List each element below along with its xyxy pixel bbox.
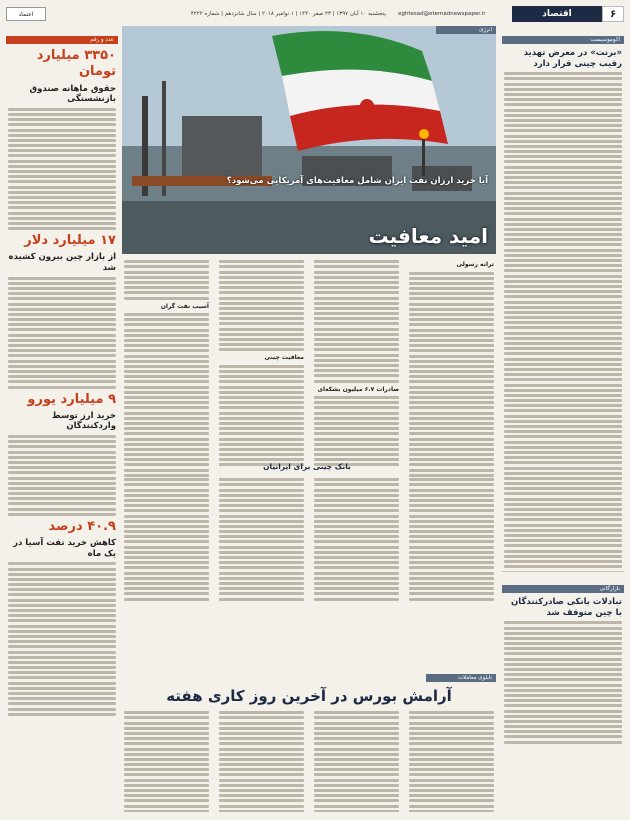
stat-heading-2: از بازار چین بیرون کشیده شد — [8, 252, 116, 273]
stat-body-1 — [6, 108, 118, 230]
col1-lines — [407, 272, 496, 477]
subheading-1: آسیب نفت گران — [160, 302, 209, 310]
main-column — [122, 26, 496, 812]
section-title: اقتصاد — [512, 6, 602, 22]
bourse-col-4 — [122, 709, 211, 812]
bourse-headline: آرامش بورس در آخرین روز کاری هفته — [166, 687, 452, 705]
bank-col-2 — [312, 476, 401, 603]
col3-lines — [217, 260, 306, 351]
bourse-body — [122, 709, 496, 812]
text-col-4 — [122, 258, 211, 479]
article-headline: «برنت» در معرض تهدید رقیب چینی قرار دارد — [523, 48, 622, 69]
text-col-2 — [312, 258, 401, 479]
article-headline-2: تبادلات بانکی صادرکنندگان با چین متوقف شد — [511, 597, 622, 618]
article-body-2 — [502, 621, 624, 743]
stat-heading-4: کاهش خرید نفت آسیا در یک ماه — [13, 538, 116, 559]
stat-figure-2: ۱۷ میلیارد دلار — [24, 233, 116, 249]
col4-lines-b — [122, 313, 211, 477]
text-col-1 — [407, 258, 496, 479]
stat-body-4 — [6, 562, 118, 715]
hero-headline: امید معافیت — [368, 224, 488, 248]
column-tag: اکوموسیست — [502, 36, 624, 44]
section-email: eghtesad@etemadnewspaper.ir — [398, 11, 486, 17]
stat-figure-3: ۹ میلیارد یورو — [27, 391, 116, 407]
hero-subtitle: آیا خرید ارزان نفت ایران شامل معافیت‌های آمریکایی می‌شود؟ — [226, 176, 488, 186]
subheading-2: معافیت چینی — [264, 354, 304, 362]
byline: ترانه رسولی — [456, 261, 494, 268]
divider — [502, 571, 624, 572]
stat-heading-1: حقوق ماهانه صندوق بازنشستگی — [29, 83, 116, 105]
bank-col-4 — [122, 476, 211, 603]
left-column — [6, 26, 118, 812]
masthead — [6, 6, 624, 22]
trading-board-tag: تابلوی معاملات — [426, 674, 496, 682]
stat-figure-1: ۳۳۵۰ میلیارد تومان — [36, 48, 116, 80]
text-col-3 — [217, 258, 306, 479]
stat-body-3 — [6, 435, 118, 516]
newspaper-logo: اعتماد — [6, 7, 46, 21]
energy-tag: انرژی — [436, 26, 496, 34]
subheading-3: صادرات ۶.۷ میلیون بشکه‌ای — [317, 385, 399, 393]
col4-lines — [122, 260, 211, 299]
hero-photo — [122, 26, 496, 254]
stat-body-2 — [6, 277, 118, 389]
oil-platform-image — [122, 26, 496, 254]
bourse-col-3 — [217, 709, 306, 812]
article-body — [502, 72, 624, 568]
date-line: پنجشنبه ۱۰ آبان ۱۳۹۷ | ۲۳ صفر ۱۴۴۰ | ۱ نوامبر ۲۰۱۸ | سال شانزدهم | شماره ۴۲۲۲ — [190, 11, 386, 17]
stat-figure-4: ۴۰.۹ درصد — [48, 518, 116, 534]
right-column — [502, 26, 624, 812]
article-columns — [122, 258, 496, 479]
bank-col-3 — [217, 476, 306, 603]
numbers-tag: عدد و رقم — [6, 36, 118, 44]
bourse-col-2 — [312, 709, 401, 812]
bank-heading: بانک چینی برای ایرانیان — [263, 462, 351, 471]
col2-lines-b — [312, 396, 401, 466]
column-tag-2: بازارگانی — [502, 585, 624, 593]
col3-lines-b — [217, 365, 306, 467]
bourse-section — [122, 664, 496, 812]
col2-lines — [312, 260, 401, 382]
bourse-col-1 — [407, 709, 496, 812]
bank-article — [122, 476, 496, 603]
page-number: ۶ — [602, 6, 624, 22]
stat-heading-3: خرید ارز توسط واردکنندگان — [51, 410, 116, 432]
bank-col-1 — [407, 476, 496, 603]
